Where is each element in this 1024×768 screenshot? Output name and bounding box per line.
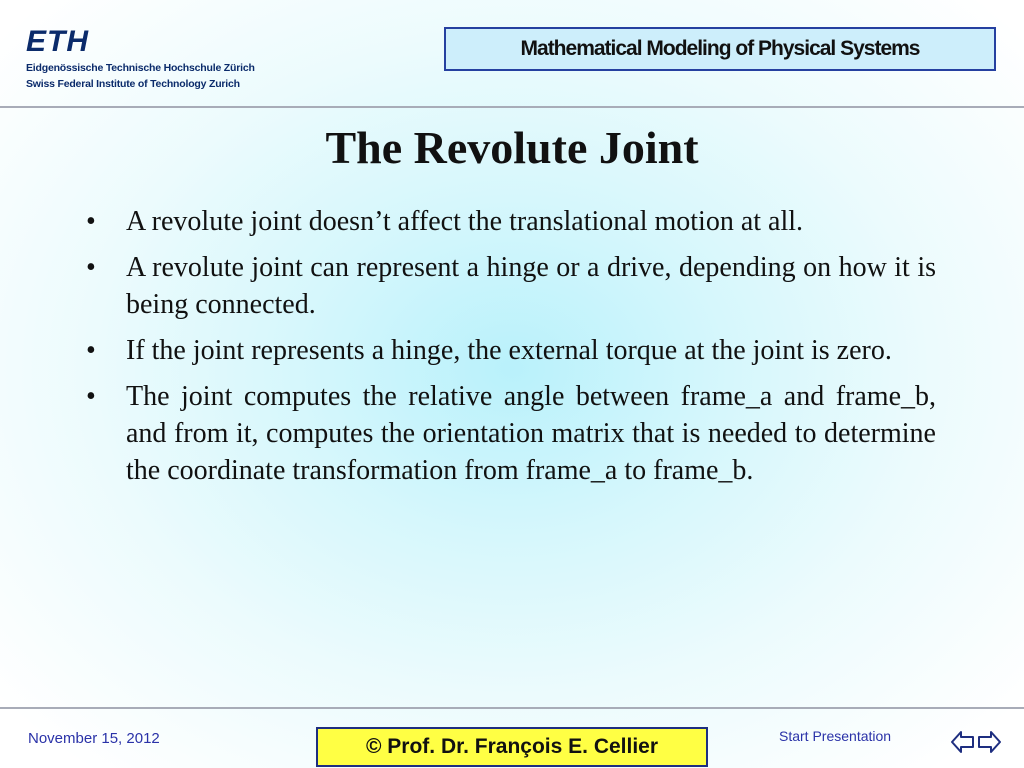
eth-logo-mark: ETH <box>26 25 89 58</box>
bullet-icon: • <box>86 381 96 412</box>
start-presentation-link[interactable]: Start Presentation <box>779 728 892 744</box>
bullet-item <box>86 378 936 489</box>
footer-date: November 15, 2012 <box>28 730 160 747</box>
bullet-text: If the joint represents a hinge, the external torque at the joint is zero. <box>126 335 892 366</box>
bullet-item <box>86 203 936 240</box>
double-arrow-left-right-icon[interactable] <box>950 728 1002 756</box>
footer-divider <box>0 707 1024 709</box>
copyright-box: © Prof. Dr. François E. Cellier <box>316 727 708 767</box>
eth-logo <box>26 26 266 96</box>
bullet-icon: • <box>86 252 96 283</box>
bullet-text: A revolute joint doesn’t affect the translational motion at all. <box>126 206 804 237</box>
bullet-icon: • <box>86 206 96 237</box>
bullet-item <box>86 249 936 323</box>
slide-title: The Revolute Joint <box>325 122 699 173</box>
course-title: Mathematical Modeling of Physical Systems <box>444 27 996 71</box>
bullet-list <box>86 203 936 498</box>
bullet-text: A revolute joint can represent a hinge or a drive, depending on how it is being connected. <box>126 252 936 320</box>
header-divider <box>0 106 1024 108</box>
bullet-text: The joint computes the relative angle between frame_a and frame_b, and from it, computes the orientation matrix that is needed to determine the coordinate transformation from frame_a to frame_b. <box>126 381 936 486</box>
bullet-item <box>86 332 936 369</box>
eth-logo-line-english: Swiss Federal Institute of Technology Zurich <box>26 78 240 90</box>
bullet-icon: • <box>86 335 96 366</box>
eth-logo-line-german: Eidgenössische Technische Hochschule Zürich <box>26 62 255 74</box>
